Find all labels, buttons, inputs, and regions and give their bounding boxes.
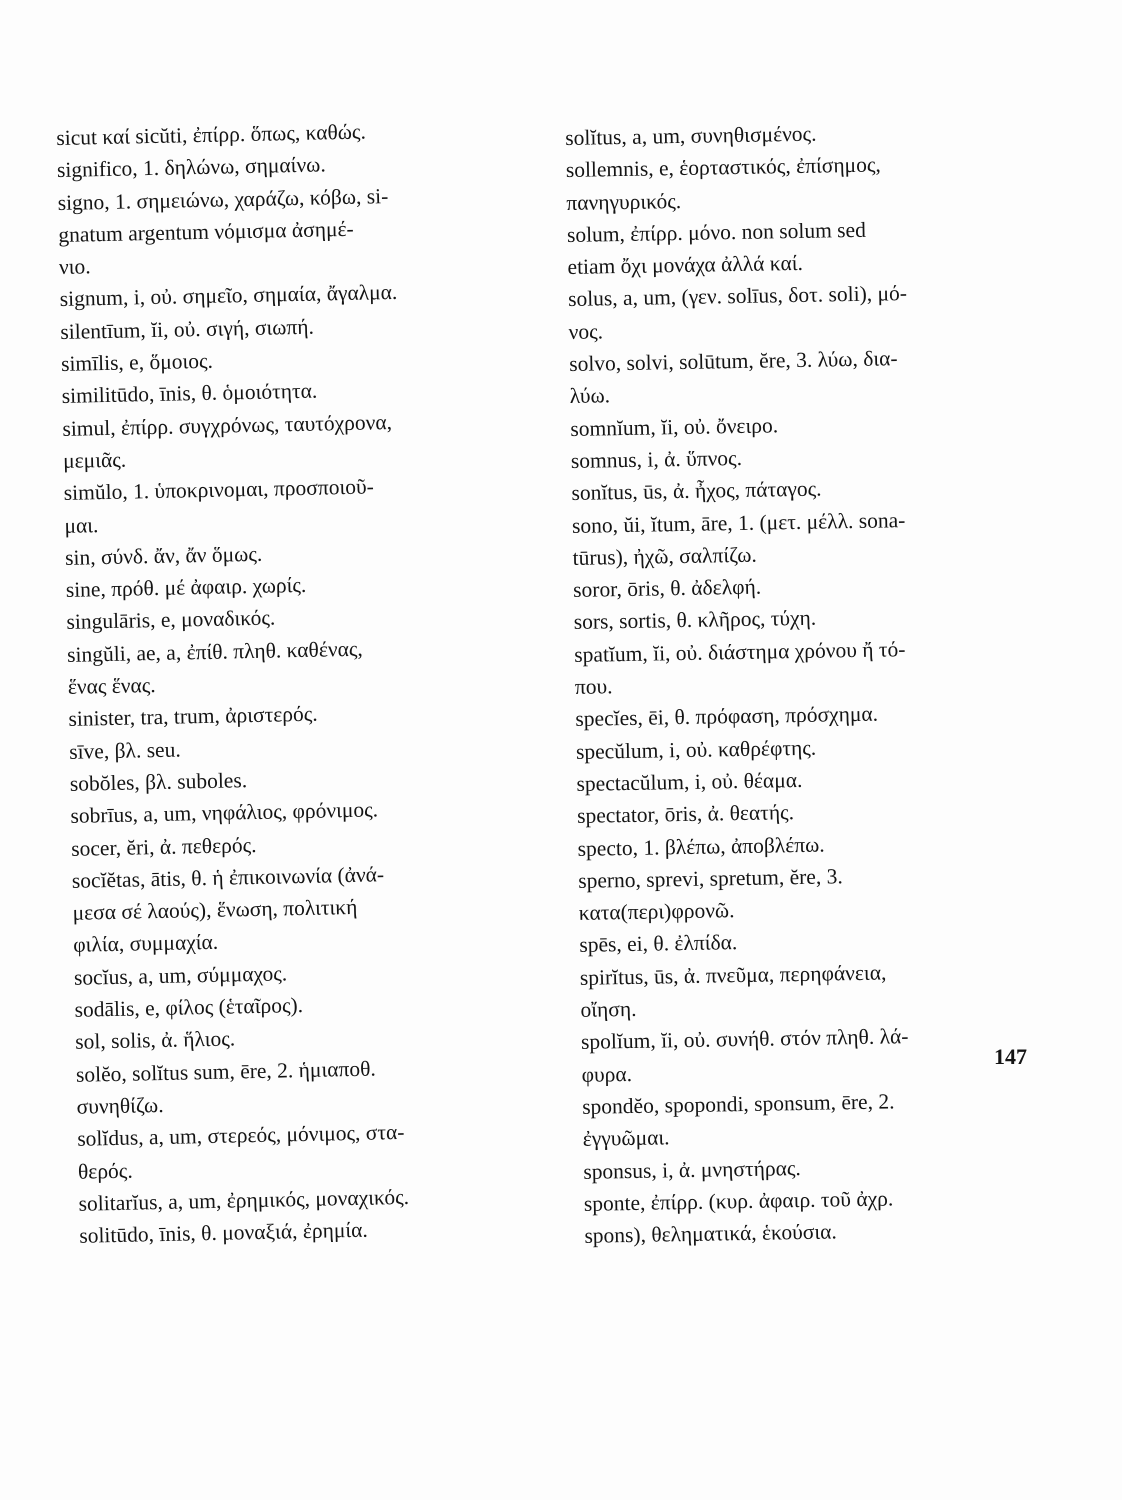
left-column — [56, 111, 600, 1252]
entry-line: spectacŭlum, i, οὐ. θέαμα. — [576, 767, 803, 796]
entry-line: spectator, ōris, ἀ. θεατής. — [576, 800, 795, 829]
entry-line: συνηθίζω. — [76, 1092, 164, 1119]
dictionary-entry — [580, 953, 1061, 1026]
entry-line: specŭlum, i, οὐ. καθρέφτης. — [575, 735, 817, 764]
entry-line: sine, πρόθ. μέ ἀφαιρ. χωρίς. — [65, 573, 307, 603]
entry-line: sperno, sprevi, spretum, ĕre, 3. — [578, 864, 843, 893]
dictionary-entry — [574, 630, 1055, 703]
entry-line: sicut καί sicŭti, ἐπίρρ. ὅπως, καθώς. — [56, 119, 367, 150]
dictionary-entry — [67, 628, 588, 703]
entry-line: gnatum argentum νόμισμα ἀσημέ- — [58, 216, 354, 247]
entry-line: μεσα σέ λαούς), ἕνωση, πολιτική — [72, 894, 358, 925]
entry-line: sinister, tra, trum, ἀριστερός. — [68, 701, 318, 732]
entry-line: sobŏles, βλ. suboles. — [69, 768, 248, 796]
right-column — [565, 114, 1065, 1253]
dictionary-entry — [76, 1048, 597, 1123]
entry-line: solus, a, um, (γεν. solīus, δοτ. soli), μό- — [567, 281, 908, 312]
entry-line: νος. — [568, 319, 604, 344]
entry-line: sollemnis, e, ἑορταστικός, ἐπίσημος, — [565, 152, 881, 183]
dictionary-entry — [582, 1082, 1063, 1155]
entry-line: sol, solis, ἀ. ἥλιος. — [75, 1026, 236, 1055]
entry-line: sponte, ἐπίρρ. (κυρ. ἀφαιρ. τοῦ ἀχρ. — [583, 1186, 894, 1216]
entry-line: etiam ὄχι μονάχα ἀλλά καί. — [567, 251, 804, 280]
entry-line: specĭes, ēi, θ. πρόφαση, πρόσχημα. — [575, 701, 879, 732]
dictionary-entry — [57, 176, 579, 284]
entry-line: solvo, solvi, solūtum, ĕre, 3. λύω, δια- — [569, 346, 898, 377]
entry-line: solum, ἐπίρρ. μόνο. non solum sed — [566, 217, 867, 247]
entry-line: spirĭtus, ūs, ἀ. πνεῦμα, περηφάνεια, — [579, 960, 887, 990]
entry-line: sodālis, e, φίλος (ἑταῖρος). — [74, 993, 304, 1022]
dictionary-entry — [581, 1018, 1062, 1091]
entry-line: spatĭum, ĭi, οὐ. διάστημα χρόνου ἤ τό- — [574, 636, 906, 667]
entry-line: solĕo, solĭtus sum, ēre, 2. ἡμιαποθ. — [75, 1056, 376, 1087]
entry-line: soror, ōris, θ. ἀδελφή. — [572, 574, 762, 603]
dictionary-entry — [584, 1179, 1065, 1252]
entry-line: sonĭtus, ūs, ἀ. ἦχος, πάταγος. — [571, 476, 822, 506]
entry-line: sponsus, i, ἀ. μνηστήρας. — [583, 1155, 801, 1184]
entry-line: spondĕo, spopondi, sponsum, ēre, 2. — [581, 1089, 895, 1119]
entry-line: simul, ἐπίρρ. συγχρόνως, ταυτόχρονα, — [62, 409, 393, 441]
entry-line: solĭtus, a, um, συνηθισμένος. — [565, 121, 817, 150]
entry-line: ἐγγυῶμαι. — [582, 1125, 670, 1152]
dictionary-entry — [63, 466, 584, 541]
entry-line: singŭli, ae, a, ἐπίθ. πληθ. καθένας, — [66, 636, 363, 667]
entry-line: θερός. — [77, 1158, 133, 1184]
entry-line: singulāris, e, μοναδικός. — [66, 605, 276, 635]
entry-line: μαι. — [64, 512, 99, 538]
entry-line: solitūdo, īnis, θ. μοναξιά, ἐρημία. — [79, 1217, 369, 1248]
entry-line: μεμιᾶς. — [62, 447, 127, 473]
entry-line: socĭĕtas, ātis, θ. ἡ ἐπικοινωνία (ἀνά- — [71, 862, 385, 893]
dictionary-entry — [62, 402, 583, 477]
entry-line: somnĭum, ĭi, οὐ. ὄνειρο. — [570, 413, 779, 441]
entry-line: πανηγυρικός. — [566, 188, 682, 215]
entry-line: socer, ĕri, ἀ. πεθερός. — [70, 832, 257, 861]
dictionary-entry — [72, 854, 594, 962]
entry-line: νιο. — [58, 254, 91, 280]
entry-line: signum, i, οὐ. σημεῖο, σημαία, ἄγαλμα. — [59, 280, 398, 312]
dictionary-entry — [569, 340, 1050, 413]
dictionary-entry — [578, 856, 1059, 929]
entry-line: φιλία, συμμαχία. — [72, 930, 219, 958]
entry-line: simīlis, e, ὅμοιος. — [60, 348, 214, 377]
entry-line: signo, 1. σημειώνω, χαράζω, κόβω, si- — [57, 183, 389, 215]
page-number: 147 — [994, 1044, 1027, 1069]
entry-line: solitarĭus, a, um, ἐρημικός, μοναχικός. — [78, 1184, 410, 1216]
dictionary-entry — [566, 146, 1047, 219]
entry-line: significo, 1. δηλώνω, σημαίνω. — [56, 152, 326, 183]
dictionary-entry — [77, 1112, 598, 1187]
entry-line: somnus, i, ἀ. ὕπνος. — [570, 445, 743, 473]
entry-line: φυρα. — [581, 1061, 633, 1087]
entry-line: οἴηση. — [580, 996, 637, 1022]
entry-line: simŭlo, 1. ὑποκρινομαι, προσποιοῦ- — [63, 474, 375, 506]
entry-line: sono, ŭi, ĭtum, āre, 1. (μετ. μέλλ. sona- — [571, 507, 906, 538]
entry-line: ἕνας ἕνας. — [67, 673, 156, 699]
entry-line: spons), θεληματικά, ἑκούσια. — [584, 1219, 837, 1248]
entry-line: sin, σύνδ. ἄν, ἄν ὅμως. — [64, 541, 263, 570]
entry-line: λύω. — [569, 383, 611, 409]
entry-line: κατα(περι)φρονῶ. — [578, 898, 735, 926]
entry-line: που. — [574, 674, 613, 699]
entry-line: sīve, βλ. seu. — [68, 737, 181, 764]
entry-line: spolĭum, ĭi, οὐ. συνήθ. στόν πληθ. λά- — [580, 1024, 909, 1055]
entry-line: solĭdus, a, um, στερεός, μόνιμος, στα- — [77, 1120, 405, 1151]
entry-line: silentīum, ĭi, οὐ. σιγή, σιωπή. — [60, 314, 315, 344]
entry-line: tūrus), ἠχῶ, σαλπίζω. — [572, 542, 757, 570]
entry-line: similitūdo, īnis, θ. ὁμοιότητα. — [61, 378, 318, 409]
dictionary-entry — [568, 275, 1049, 348]
dictionary-entry — [567, 210, 1048, 283]
entry-line: sors, sortis, θ. κλῆρος, τύχη. — [573, 606, 817, 635]
entry-line: spēs, ei, θ. ἐλπίδα. — [579, 930, 738, 958]
dictionary-entry — [572, 501, 1053, 574]
entry-line: socĭus, a, um, σύμμαχος. — [73, 961, 288, 990]
entry-line: specto, 1. βλέπω, ἀποβλέπω. — [577, 832, 825, 861]
entry-line: sobrīus, a, um, νηφάλιος, φρόνιμος. — [70, 797, 379, 829]
